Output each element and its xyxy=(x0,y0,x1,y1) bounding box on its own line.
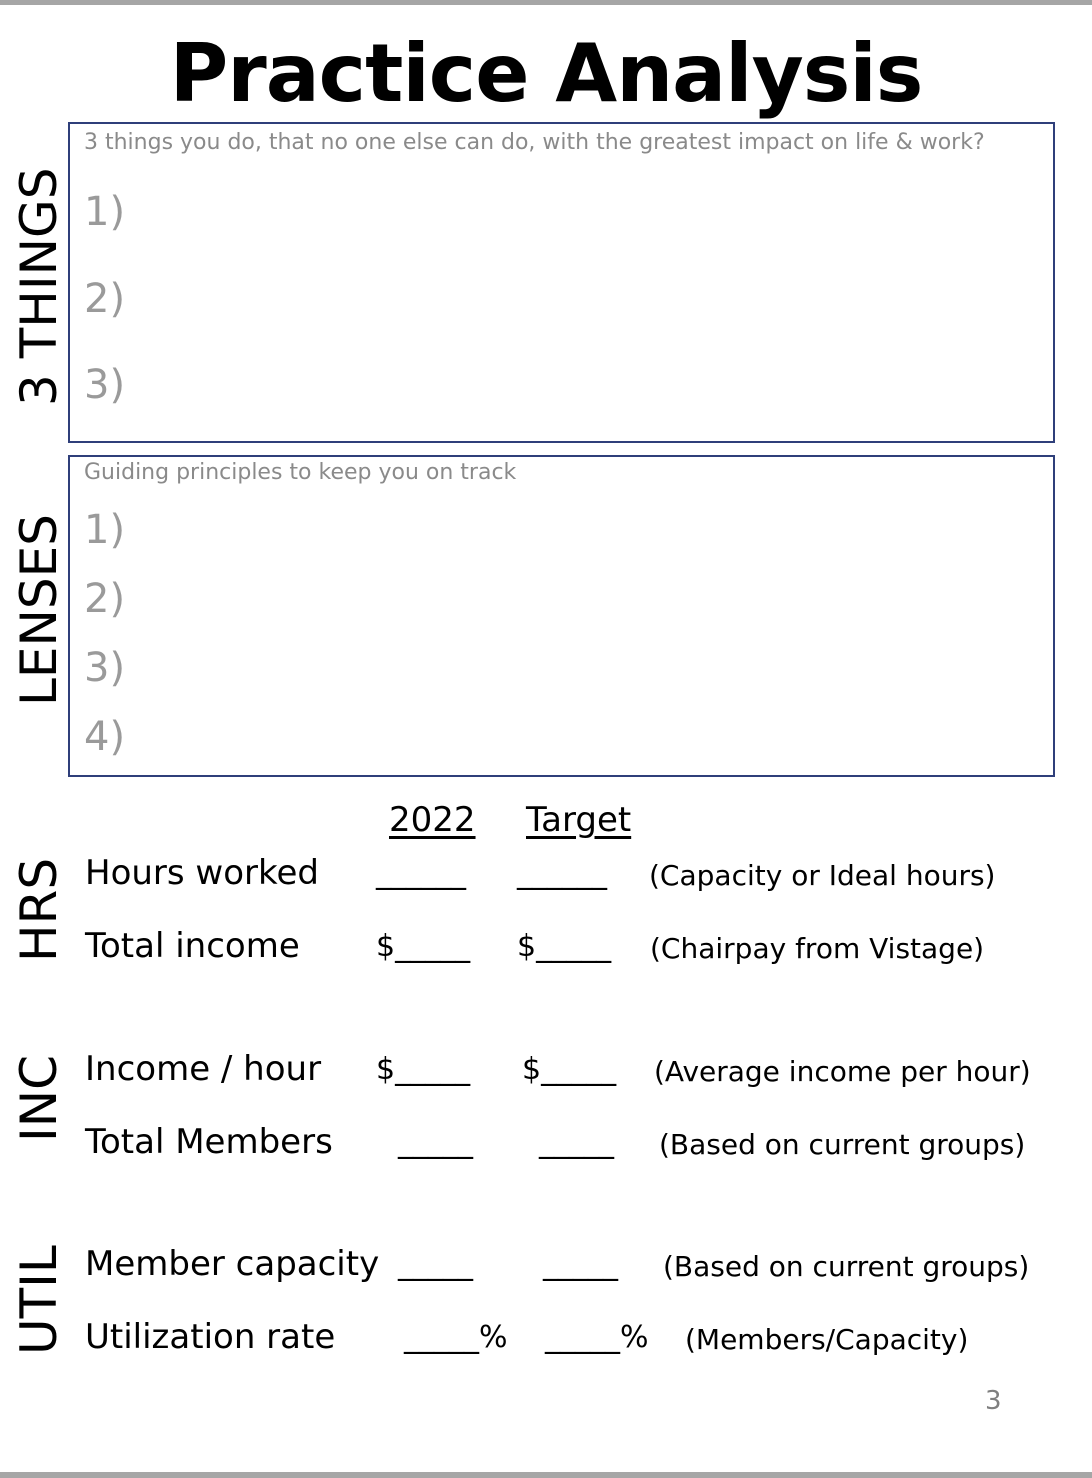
income-per-hour-2022-field[interactable]: $_____ xyxy=(376,1052,471,1087)
three-things-prompt: 3 things you do, that no one else can do, with the greatest impact on life & work? xyxy=(84,130,985,155)
three-things-item-1: 1) xyxy=(84,189,126,235)
side-label-inc: INC xyxy=(10,1054,68,1142)
utilization-rate-target-field[interactable]: _____% xyxy=(545,1320,649,1355)
top-border xyxy=(0,0,1092,5)
income-per-hour-target-field[interactable]: $_____ xyxy=(522,1052,617,1087)
lenses-item-1: 1) xyxy=(84,507,126,553)
row-label-total-members: Total Members xyxy=(85,1122,333,1162)
side-label-3-things: 3 THINGS xyxy=(10,167,68,406)
row-label-member-capacity: Member capacity xyxy=(85,1244,380,1284)
member-capacity-2022-field[interactable]: _____ xyxy=(398,1247,473,1282)
lenses-item-2: 2) xyxy=(84,576,126,622)
total-income-note: (Chairpay from Vistage) xyxy=(650,932,985,965)
income-per-hour-note: (Average income per hour) xyxy=(654,1055,1031,1088)
side-label-util: UTIL xyxy=(10,1245,68,1355)
page-title: Practice Analysis xyxy=(169,27,923,120)
total-members-note: (Based on current groups) xyxy=(659,1128,1026,1161)
lenses-box[interactable] xyxy=(68,455,1055,777)
hours-worked-2022-field[interactable]: ______ xyxy=(376,856,466,891)
member-capacity-note: (Based on current groups) xyxy=(663,1250,1030,1283)
three-things-box[interactable] xyxy=(68,122,1055,443)
three-things-item-2: 2) xyxy=(84,276,126,322)
column-header-2022: 2022 xyxy=(389,800,476,840)
member-capacity-target-field[interactable]: _____ xyxy=(543,1247,618,1282)
lenses-item-3: 3) xyxy=(84,645,126,691)
side-label-hrs: HRS xyxy=(10,857,68,962)
row-label-hours-worked: Hours worked xyxy=(85,853,319,893)
lenses-prompt: Guiding principles to keep you on track xyxy=(84,460,517,485)
lenses-item-4: 4) xyxy=(84,714,126,760)
total-income-2022-field[interactable]: $_____ xyxy=(376,929,471,964)
side-label-lenses: LENSES xyxy=(10,514,68,706)
row-label-utilization-rate: Utilization rate xyxy=(85,1317,336,1357)
total-members-target-field[interactable]: _____ xyxy=(539,1125,614,1160)
total-income-target-field[interactable]: $_____ xyxy=(517,929,612,964)
bottom-border xyxy=(0,1472,1092,1478)
utilization-rate-note: (Members/Capacity) xyxy=(685,1323,969,1356)
hours-worked-note: (Capacity or Ideal hours) xyxy=(649,859,996,892)
row-label-total-income: Total income xyxy=(85,926,300,966)
total-members-2022-field[interactable]: _____ xyxy=(398,1125,473,1160)
hours-worked-target-field[interactable]: ______ xyxy=(517,856,607,891)
utilization-rate-2022-field[interactable]: _____% xyxy=(404,1320,508,1355)
page-number: 3 xyxy=(985,1386,1002,1416)
three-things-item-3: 3) xyxy=(84,362,126,408)
column-header-target: Target xyxy=(526,800,632,840)
row-label-income-per-hour: Income / hour xyxy=(85,1049,322,1089)
